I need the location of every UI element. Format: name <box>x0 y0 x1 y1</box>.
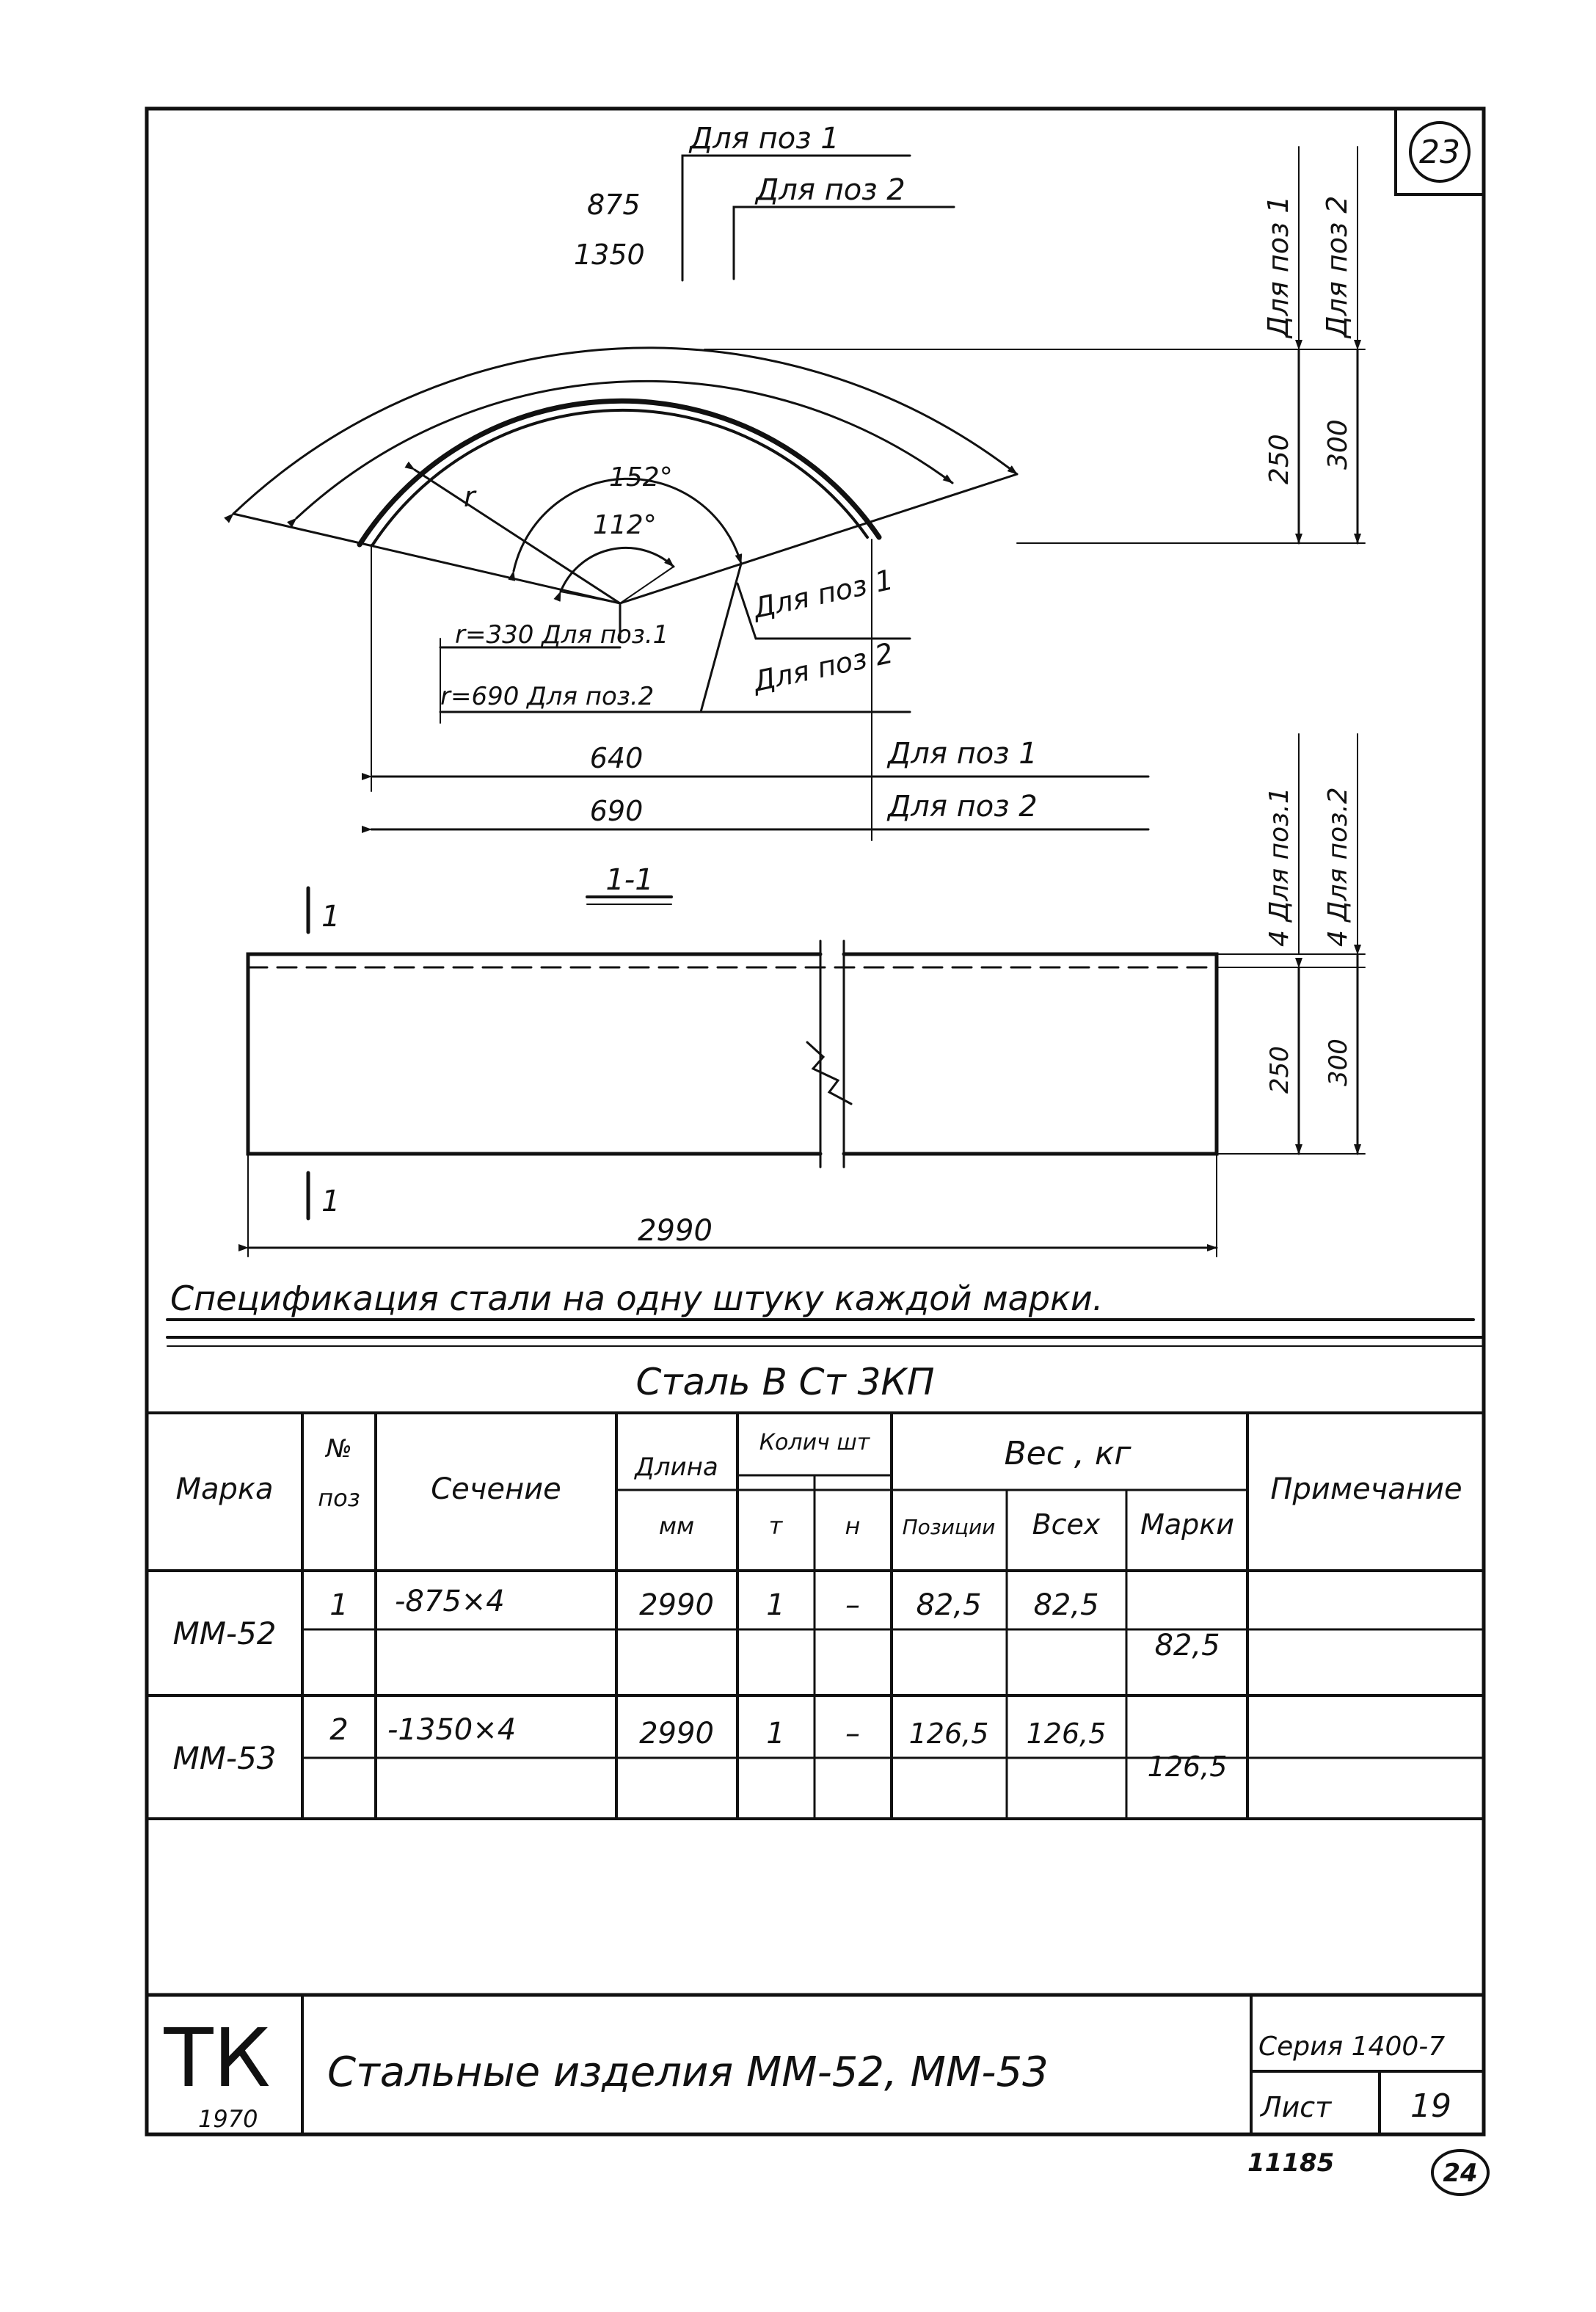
row1-w-mark: 82,5 <box>1154 1629 1220 1662</box>
hdr-qty: Колич шт <box>759 1430 870 1455</box>
leader-pos2-top <box>734 207 954 279</box>
radial-inner-right <box>620 567 674 603</box>
sec-dim-300: 300 <box>1324 1039 1353 1086</box>
row1-pos: 1 <box>329 1588 349 1622</box>
dim-690-label: 690 <box>589 795 644 827</box>
row2-n: – <box>845 1717 860 1751</box>
hdr-length-unit: мм <box>658 1512 695 1540</box>
cut-mark-bottom: 1 <box>321 1185 340 1218</box>
steel-grade: Сталь В Ст 3КП <box>635 1361 935 1403</box>
year-label: 1970 <box>198 2105 258 2133</box>
row1-n: – <box>845 1588 860 1622</box>
dim-640-label: 640 <box>589 742 644 774</box>
hdr-w-all: Всех <box>1032 1508 1101 1541</box>
row1-w-all: 82,5 <box>1033 1588 1099 1622</box>
row1-mark: ММ-52 <box>172 1615 277 1651</box>
label-pos1-top: Для поз 1 <box>690 122 839 156</box>
r690-label: r=690 Для поз.2 <box>440 682 655 711</box>
plate-outline-right <box>844 954 1217 1154</box>
org-logo: ТК <box>164 2011 271 2105</box>
plan-dim-250: 250 <box>1264 434 1294 484</box>
row2-pos: 2 <box>329 1713 349 1747</box>
row2-length: 2990 <box>639 1717 714 1751</box>
hdr-marka: Марка <box>175 1472 274 1506</box>
page-number: 24 <box>1443 2159 1478 2188</box>
label-pos1-mid: Для поз 1 <box>750 563 897 625</box>
hdr-w-pos: Позиции <box>902 1515 996 1539</box>
dim-875-label: 875 <box>587 189 641 221</box>
right-pos2-label: Для поз 2 <box>1321 195 1353 338</box>
row2-t: 1 <box>766 1717 785 1751</box>
row1-section: -875×4 <box>395 1585 505 1618</box>
drawing-title: Стальные изделия ММ-52, ММ-53 <box>327 2049 1049 2096</box>
row2-w-mark: 126,5 <box>1147 1751 1228 1783</box>
series-label: Серия 1400-7 <box>1258 2032 1446 2062</box>
hdr-weight: Вес , кг <box>1004 1435 1132 1472</box>
plan-dim-300: 300 <box>1323 419 1353 470</box>
sheet-number: 23 <box>1419 134 1460 171</box>
row1-t: 1 <box>766 1588 785 1622</box>
row2-section: -1350×4 <box>387 1713 517 1747</box>
section-view <box>248 734 1365 1257</box>
plan-view <box>233 147 1365 840</box>
chord-pos2-label: Для поз 2 <box>888 790 1038 824</box>
thk-pos1-label: 4 Для поз.1 <box>1264 787 1294 947</box>
section-title: 1-1 <box>605 863 654 897</box>
hdr-pos-poz: поз <box>318 1484 360 1512</box>
hdr-w-mark: Марки <box>1140 1508 1234 1541</box>
radius-line-r <box>415 470 620 603</box>
cut-mark-top: 1 <box>321 900 340 934</box>
row1-length: 2990 <box>639 1588 714 1622</box>
angle-112-label: 112° <box>593 510 657 540</box>
r330-label: r=330 Для поз.1 <box>455 620 669 650</box>
archive-number: 11185 <box>1247 2148 1335 2178</box>
row2-mark: ММ-53 <box>172 1740 277 1776</box>
hdr-pos-no: № <box>326 1434 352 1464</box>
label-pos2-mid: Для поз 2 <box>750 636 897 698</box>
spec-title: Спецификация стали на одну штуку каждой марки. <box>170 1279 1104 1318</box>
angle-arc-112 <box>561 548 674 592</box>
hdr-length: Длина <box>635 1453 718 1482</box>
chord-pos1-label: Для поз 1 <box>888 737 1038 771</box>
sheet-no: 19 <box>1410 2087 1451 2125</box>
row2-w-all: 126,5 <box>1026 1717 1107 1750</box>
hdr-note: Примечание <box>1270 1472 1462 1506</box>
sheet-label: Лист <box>1261 2091 1332 2123</box>
row2-w-pos: 126,5 <box>908 1717 989 1750</box>
hdr-qty-n: н <box>845 1512 861 1540</box>
hdr-qty-t: т <box>768 1512 783 1540</box>
right-pos1-label: Для поз 1 <box>1262 195 1294 338</box>
dim-1350-label: 1350 <box>574 239 645 271</box>
sheet-frame <box>147 109 1484 2134</box>
sec-dim-250: 250 <box>1265 1046 1294 1094</box>
hdr-section: Сечение <box>431 1472 561 1506</box>
angle-152-label: 152° <box>609 462 673 492</box>
row1-w-pos: 82,5 <box>916 1588 982 1622</box>
section-length-label: 2990 <box>638 1214 713 1248</box>
r-label: r <box>464 481 475 513</box>
thk-pos2-label: 4 Для поз.2 <box>1323 787 1353 947</box>
plate-outline-left <box>248 954 820 1154</box>
radial-left-outer <box>233 514 620 603</box>
label-pos2-top: Для поз 2 <box>756 173 906 207</box>
